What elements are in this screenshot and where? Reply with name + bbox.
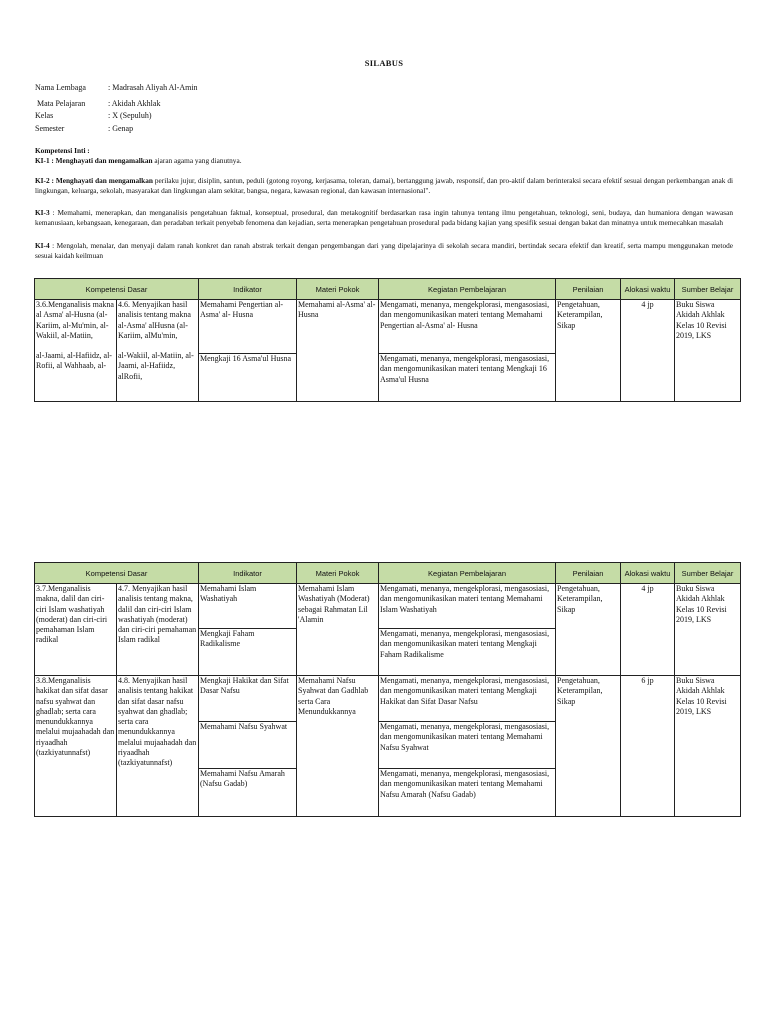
header-alokasi: Alokasi waktu (621, 563, 675, 584)
meta-value: : Akidah Akhlak (108, 98, 161, 108)
sumber-cell: Buku Siswa Akidah Akhlak Kelas 10 Revisi 2019, LKS (675, 676, 741, 817)
penilaian-cell: Pengetahuan, Keterampilan, Sikap (556, 300, 621, 402)
kd-4-7-cell: 4.7. Menyajikan hasil analisis tentang makna, dalil dan ciri-ciri Islam washatiyah (moderat) dan ciri-ciri pemahaman Islam radikal (117, 584, 199, 676)
sumber-cell: Buku Siswa Akidah Akhlak Kelas 10 Revisi 2019, LKS (675, 584, 741, 676)
header-sumber: Sumber Belajar (675, 279, 741, 300)
document-title: SILABUS (364, 58, 404, 68)
kd-text-cont: al-Jaami, al-Hafiidz, al-Rofii, al Wahhaab, al- (36, 351, 112, 371)
kegiatan-cell: Mengamati, menanya, mengekplorasi, mengasosiasi, dan mengomunikasikan materi tentang Mengkaji 16 Asma'ul Husna (379, 354, 556, 402)
ki-1-block (35, 146, 733, 167)
meta-value: : X (Sepuluh) (108, 111, 152, 120)
kd-text-cont: al-Wakiil, al-Matiin, al-Jaami, al-Hafiidz, alRofii, (118, 351, 194, 381)
header-indikator: Indikator (199, 563, 297, 584)
indikator-cell: Mengkaji Hakikat dan Sifat Dasar Nafsu (199, 676, 297, 722)
header-sumber: Sumber Belajar (675, 563, 741, 584)
ki-3-label: KI-3 (35, 208, 50, 217)
table-row (35, 584, 741, 629)
ki-2-text: perilaku jujur, disiplin, santun, peduli (gotong royong, kerjasama, toleran, damai), bertanggung jawab, responsif, dan pro-aktif dalam berinteraksi secara efektif sesuai dengan perkembangan anak di lingkungan, keluarga, sekolah, masyarakat dan lingkungan alam sekitar, bangsa, negara, kawasan regional, dan kawasan internasional". (35, 176, 733, 196)
header-penilaian: Penilaian (556, 563, 621, 584)
ki-1-label: KI-1 : Menghayati dan mengamalkan (35, 156, 153, 166)
indikator-cell: Mengkaji Faham Radikalisme (199, 629, 297, 676)
kegiatan-cell: Mengamati, menanya, mengekplorasi, mengasosiasi, dan mengomunikasikan materi tentang Memahami Nafsu Syahwat (379, 722, 556, 769)
table-header-row (35, 563, 741, 584)
ki-4-label: KI-4 (35, 241, 50, 250)
alokasi-cell: 6 jp (621, 676, 675, 817)
header-kegiatan: Kegiatan Pembelajaran (379, 563, 556, 584)
ki-3-block (35, 208, 733, 229)
meta-key: Mata Pelajaran (35, 98, 86, 108)
ki-4-block (35, 241, 733, 262)
meta-key: Kelas (35, 111, 54, 120)
table-row (35, 300, 741, 354)
kd-3-6-cell (35, 300, 117, 402)
header-penilaian: Penilaian (556, 279, 621, 300)
indikator-cell: Memahami Nafsu Syahwat (199, 722, 297, 769)
materi-cell: Memahami Islam Washatiyah (Moderat) sebagai Rahmatan Lil 'Alamin (297, 584, 379, 676)
kegiatan-cell: Mengamati, menanya, mengekplorasi, mengasosiasi, dan mengomunikasikan materi tentang Mengkaji Faham Radikalisme (379, 629, 556, 676)
header-kompetensi-dasar: Kompetensi Dasar (35, 563, 199, 584)
alokasi-cell: 4 jp (621, 584, 675, 676)
kegiatan-cell: Mengamati, menanya, mengekplorasi, mengasosiasi, dan mengomunikasikan materi tentang Memahami Pengertian al-Asma' al- Husna (379, 300, 556, 354)
header-alokasi: Alokasi waktu (621, 279, 675, 300)
kd-4-6-cell (117, 300, 199, 402)
kd-3-8-cell: 3.8.Menganalisis hakikat dan sifat dasar nafsu syahwat dan ghadlab; serta cara menundukkannya melalui mujaahadah dan riyaadhah (tazkiyatunnafst) (35, 676, 117, 817)
ki-4-text: : Mengolah, menalar, dan menyaji dalam ranah konkret dan ranah abstrak terkait dengan pengembangan dari yang dipelajarinya di sekolah secara mandiri, bertindak secara efektif dan kreatif, serta mampu menggunakan metode sesuai kaidah keilmuan (35, 241, 733, 261)
meta-key: Semester (35, 123, 65, 133)
header-materi-pokok: Materi Pokok (297, 279, 379, 300)
indikator-cell: Memahami Nafsu Amarah (Nafsu Gadab) (199, 769, 297, 817)
sumber-cell: Buku Siswa Akidah Akhlak Kelas 10 Revisi 2019, LKS (675, 300, 741, 402)
header-kompetensi-dasar: Kompetensi Dasar (35, 279, 199, 300)
kd-text: 3.6.Menganalisis makna al Asma' al-Husna (al-Kariim, al-Mu'min, al-Wakiil, al-Matiin, (36, 300, 114, 340)
ki-2-block (35, 176, 733, 197)
identity-block (35, 82, 198, 135)
kd-4-8-cell: 4.8. Menyajikan hasil analisis tentang hakikat dan sifat dasar nafsu syahwat dan ghadlab; serta cara menundukkannya melalui mujaahadah dan riyaadhah (tazkiyatunnafst) (117, 676, 199, 817)
ki-3-text: : Memahami, menerapkan, dan menganalisis pengetahuan faktual, konseptual, prosedural, dan metakognitif berdasarkan rasa ingin tahunya tentang ilmu pengetahuan, teknologi, seni, budaya, dan humaniora dengan wawasan kemanusiaan, kebangsaan, kenegaraan, dan peradaban terkait penyebab fenomena dan kejadian, serta menerapkan pengetahuan prosedural pada bidang kajian yang spesifik sesuai dengan bakat dan minatnya untuk memecahkan masalah (35, 208, 733, 228)
meta-row-kelas (35, 110, 198, 123)
ki-1-text: ajaran agama yang dianutnya. (152, 156, 242, 166)
meta-value: : Genap (108, 123, 134, 133)
table-header-row (35, 279, 741, 300)
kd-3-7-cell: 3.7.Menganalisis makna, dalil dan ciri-ciri Islam washatiyah (moderat) dan ciri-ciri pemahaman Islam radikal (35, 584, 117, 676)
meta-row-semester (35, 123, 198, 136)
meta-row-lembaga (35, 82, 198, 95)
kegiatan-cell: Mengamati, menanya, mengekplorasi, mengasosiasi, dan mengomunikasikan materi tentang Memahami Nafsu Amarah (Nafsu Gadab) (379, 769, 556, 817)
meta-key: Nama Lembaga (35, 83, 86, 92)
meta-value: : Madrasah Aliyah Al-Amin (108, 83, 198, 92)
syllabus-table-1 (34, 278, 741, 402)
materi-cell: Memahami Nafsu Syahwat dan Gadhlab serta Cara Menundukkannya (297, 676, 379, 817)
alokasi-cell: 4 jp (621, 300, 675, 402)
indikator-cell: Mengkaji 16 Asma'ul Husna (199, 354, 297, 402)
syllabus-table-2 (34, 562, 741, 817)
penilaian-cell: Pengetahuan, Keterampilan, Sikap (556, 676, 621, 817)
header-materi-pokok: Materi Pokok (297, 563, 379, 584)
indikator-cell: Memahami Pengertian al- Asma' al- Husna (199, 300, 297, 354)
meta-row-mapel (35, 98, 198, 111)
header-indikator: Indikator (199, 279, 297, 300)
ki-2-label: KI-2 : Menghayati dan mengamalkan (35, 176, 153, 185)
kegiatan-cell: Mengamati, menanya, mengekplorasi, mengasosiasi, dan mengomunikasikan materi tentang Mengkaji Hakikat dan Sifat Dasar Nafsu (379, 676, 556, 722)
indikator-cell: Memahami Islam Washatiyah (199, 584, 297, 629)
penilaian-cell: Pengetahuan, Keterampilan, Sikap (556, 584, 621, 676)
header-kegiatan: Kegiatan Pembelajaran (379, 279, 556, 300)
table-row (35, 676, 741, 722)
kd-text: 4.6. Menyajikan hasil analisis tentang makna al-Asma' alHusna (al-Kariim, alMu'min, (118, 300, 191, 340)
kegiatan-cell: Mengamati, menanya, mengekplorasi, mengasosiasi, dan mengomunikasikan materi tentang Memahami Islam Washatiyah (379, 584, 556, 629)
ki-heading: Kompetensi Inti : (35, 146, 90, 155)
materi-cell: Memahami al-Asma' al- Husna (297, 300, 379, 402)
